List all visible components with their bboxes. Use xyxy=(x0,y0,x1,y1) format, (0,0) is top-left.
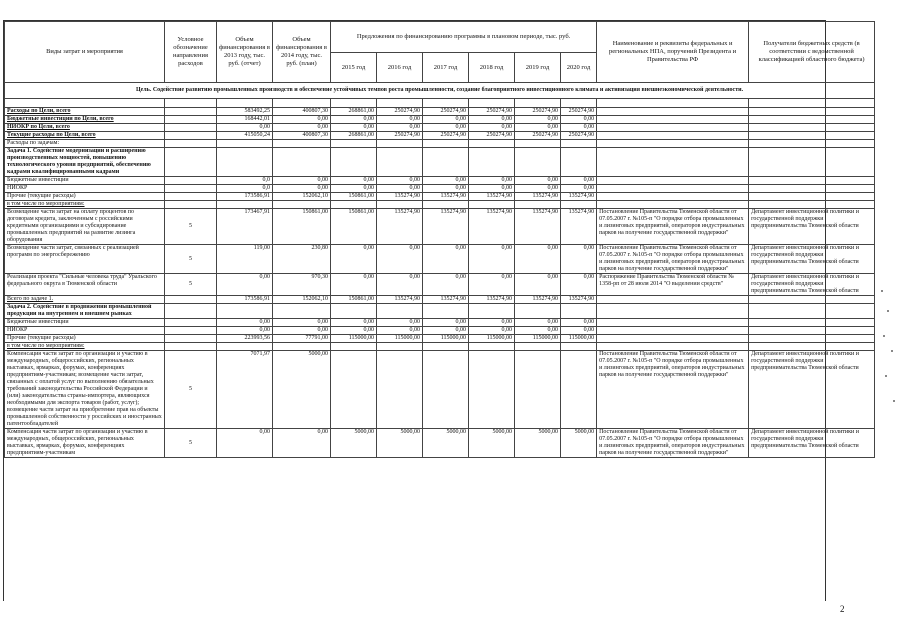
header-types: Виды затрат и мероприятия xyxy=(5,22,165,83)
value-2013: 7071,97 xyxy=(217,351,273,429)
value-year: 0,00 xyxy=(423,185,469,193)
value-year: 0,00 xyxy=(423,274,469,296)
value-2014: 0,00 xyxy=(273,429,331,458)
value-year: 250274,90 xyxy=(561,132,597,140)
value-year: 0,00 xyxy=(469,274,515,296)
row-label: Прочие (текущие расходы) xyxy=(5,335,165,343)
row-code xyxy=(165,296,217,304)
row-code xyxy=(165,124,217,132)
value-year: 250274,90 xyxy=(469,108,515,116)
header-2014: Объем финансирования в 2014 году, тыс. руб. (план) xyxy=(273,22,331,83)
recipient xyxy=(749,124,875,132)
row-code: 5 xyxy=(165,245,217,274)
recipient xyxy=(749,116,875,124)
npa-reference: Постановление Правительства Тюменской области от 07.05.2007 г. №105-п "О порядке отбора промышленных и лизинговых предприятий, операторов индустриальных парков на получение государственной поддержки" xyxy=(597,209,749,245)
value-year: 0,00 xyxy=(469,245,515,274)
task2-measures-heading-label: в том числе по мероприятиям: xyxy=(5,343,165,351)
value-year: 0,00 xyxy=(377,327,423,335)
goal-row xyxy=(5,83,875,99)
value-2014: 0,00 xyxy=(273,177,331,185)
value-year: 0,00 xyxy=(331,124,377,132)
header-2013: Объем финансирования в 2013 году, тыс. руб. (отчет) xyxy=(217,22,273,83)
task2-title-row xyxy=(5,304,875,319)
row-code xyxy=(165,177,217,185)
row-label: НИОКР xyxy=(5,185,165,193)
value-year: 0,00 xyxy=(377,124,423,132)
value-year: 135274,90 xyxy=(377,193,423,201)
value-2014: 400807,30 xyxy=(273,108,331,116)
row-label: Текущие расходы по Цели, всего xyxy=(5,132,165,140)
value-year: 268861,00 xyxy=(331,132,377,140)
value-2013: 0,00 xyxy=(217,429,273,458)
value-year: 135274,90 xyxy=(561,209,597,245)
value-year: 5000,00 xyxy=(423,429,469,458)
task2-measure-row xyxy=(5,351,875,429)
value-year: 135274,90 xyxy=(515,193,561,201)
value-year: 0,00 xyxy=(515,124,561,132)
value-2014: 0,00 xyxy=(273,116,331,124)
totals-row xyxy=(5,124,875,132)
header-code: Условное обозначение направления расходов xyxy=(165,22,217,83)
npa-reference: Распоряжение Правительства Тюменской области № 1358-рп от 28 июля 2014 "О выделении средств" xyxy=(597,274,749,296)
value-year: 0,00 xyxy=(515,177,561,185)
value-year: 5000,00 xyxy=(377,429,423,458)
row-code xyxy=(165,116,217,124)
recipient xyxy=(749,185,875,193)
recipient xyxy=(749,193,875,201)
value-year: 0,00 xyxy=(377,245,423,274)
value-year xyxy=(331,351,377,429)
task1-measure-row xyxy=(5,274,875,296)
value-year xyxy=(469,351,515,429)
npa-reference xyxy=(597,108,749,116)
task1-row xyxy=(5,177,875,185)
row-label: Компенсация части затрат по организации и участию в международных, общероссийских, региональных выставках, ярмарках, форумах, конференциях предприятиям-участникам; возмещение части затрат, связанных с оплатой услуг по выполнению обязательных требований законодательства Российской Федерации и (или) законодательства страны-импортера, являющихся необходимыми для экспорта товаров (работ, услуг); возмещение части затрат на приобретение прав на объекты промышленной собственности у российских и иностранных патентообладателей xyxy=(5,351,165,429)
value-year: 5000,00 xyxy=(561,429,597,458)
value-year: 135274,90 xyxy=(423,209,469,245)
totals-row xyxy=(5,132,875,140)
value-2014: 400807,30 xyxy=(273,132,331,140)
value-year: 0,00 xyxy=(423,177,469,185)
value-2013: 0,0 xyxy=(217,185,273,193)
value-year: 0,00 xyxy=(515,274,561,296)
value-2014: 152062,10 xyxy=(273,193,331,201)
value-year: 0,00 xyxy=(331,274,377,296)
npa-reference: Постановление Правительства Тюменской области от 07.05.2007 г. №105-п "О порядке отбора промышленных и лизинговых предприятий, операторов индустриальных парков на получение государственной поддержки" xyxy=(597,429,749,458)
value-year: 5000,00 xyxy=(515,429,561,458)
npa-reference xyxy=(597,124,749,132)
value-2014: 77791,00 xyxy=(273,335,331,343)
task1-measure-row xyxy=(5,209,875,245)
value-year: 135274,90 xyxy=(515,296,561,304)
row-label: Прочие (текущие расходы) xyxy=(5,193,165,201)
header-npa: Наименование и реквизиты федеральных и региональных НПА, поручений Президента и Правительства РФ xyxy=(597,22,749,83)
value-year: 250274,90 xyxy=(423,132,469,140)
value-year: 135274,90 xyxy=(515,209,561,245)
year-header: 2017 год xyxy=(423,53,469,83)
value-year: 0,00 xyxy=(423,116,469,124)
value-year: 0,00 xyxy=(469,319,515,327)
row-code xyxy=(165,319,217,327)
row-label: Всего по задаче 1. xyxy=(5,296,165,304)
row-label: НИОКР xyxy=(5,327,165,335)
value-year: 0,00 xyxy=(331,327,377,335)
value-year: 135274,90 xyxy=(561,296,597,304)
value-year: 0,00 xyxy=(469,327,515,335)
value-year: 0,00 xyxy=(423,245,469,274)
value-year: 135274,90 xyxy=(469,193,515,201)
npa-reference xyxy=(597,177,749,185)
value-year: 0,00 xyxy=(423,327,469,335)
value-2013: 0,0 xyxy=(217,177,273,185)
value-2014: 0,00 xyxy=(273,327,331,335)
value-year: 115000,00 xyxy=(423,335,469,343)
task2-row xyxy=(5,319,875,327)
value-year xyxy=(377,351,423,429)
value-year: 0,00 xyxy=(561,116,597,124)
value-year: 0,00 xyxy=(377,274,423,296)
value-year: 268861,00 xyxy=(331,108,377,116)
blank-row xyxy=(5,99,875,108)
value-2014: 5000,00 xyxy=(273,351,331,429)
task1-measures-heading xyxy=(5,201,875,209)
npa-reference: Постановление Правительства Тюменской области от 07.05.2007 г. №105-п "О порядке отбора промышленных и лизинговых предприятий, операторов индустриальных парков на получение государственной поддержки" xyxy=(597,351,749,429)
value-year xyxy=(423,351,469,429)
recipient xyxy=(749,132,875,140)
financing-table xyxy=(4,21,875,458)
task1-measures-heading-label: в том числе по мероприятиям: xyxy=(5,201,165,209)
recipient: Департамент инвестиционной политики и государственной поддержки предпринимательства Тюменской области xyxy=(749,351,875,429)
value-year xyxy=(561,351,597,429)
value-year: 250274,90 xyxy=(561,108,597,116)
row-label: Возмещение части затрат, связанных с реализацией программ по энергосбережению xyxy=(5,245,165,274)
row-code: 5 xyxy=(165,274,217,296)
value-year: 0,00 xyxy=(515,245,561,274)
year-header: 2019 год xyxy=(515,53,561,83)
value-year: 135274,90 xyxy=(423,193,469,201)
value-year: 0,00 xyxy=(561,177,597,185)
value-year: 115000,00 xyxy=(469,335,515,343)
value-year: 0,00 xyxy=(331,245,377,274)
npa-reference xyxy=(597,116,749,124)
value-year: 0,00 xyxy=(515,319,561,327)
npa-reference xyxy=(597,193,749,201)
value-year: 0,00 xyxy=(515,327,561,335)
row-code xyxy=(165,132,217,140)
row-label: Компенсация части затрат по организации и участию в международных, общероссийских, региональных выставках, ярмарках, форумах, конференциях предприятиям-участникам xyxy=(5,429,165,458)
recipient: Департамент инвестиционной политики и государственной поддержки предпринимательства Тюменской области xyxy=(749,429,875,458)
recipient: Департамент инвестиционной политики и государственной поддержки предпринимательства Тюменской области xyxy=(749,274,875,296)
value-year: 115000,00 xyxy=(377,335,423,343)
npa-reference: Постановление Правительства Тюменской области от 07.05.2007 г. №105-п "О порядке отбора промышленных и лизинговых предприятий, операторов индустриальных парков на получение государственной поддержки" xyxy=(597,245,749,274)
value-year: 5000,00 xyxy=(469,429,515,458)
task1-row xyxy=(5,185,875,193)
value-year: 135274,90 xyxy=(377,209,423,245)
value-2013: 173586,91 xyxy=(217,193,273,201)
totals-row xyxy=(5,116,875,124)
value-year: 0,00 xyxy=(377,185,423,193)
value-2013: 119,00 xyxy=(217,245,273,274)
value-2014: 0,00 xyxy=(273,319,331,327)
value-2013: 0,00 xyxy=(217,319,273,327)
value-year: 250274,90 xyxy=(377,108,423,116)
value-year: 0,00 xyxy=(423,319,469,327)
value-year: 250274,90 xyxy=(469,132,515,140)
goal-text: Цель. Содействие развитию промышленных производств и обеспечение устойчивых темпов роста промышленности, создание благоприятного инвестиционного климата и активизация внешнеэкономической деятельности. xyxy=(5,83,875,99)
value-2013: 173467,91 xyxy=(217,209,273,245)
npa-reference xyxy=(597,132,749,140)
task1-measure-row xyxy=(5,245,875,274)
value-year xyxy=(515,351,561,429)
value-2013: 0,00 xyxy=(217,124,273,132)
value-2013: 0,00 xyxy=(217,274,273,296)
value-year: 135274,90 xyxy=(377,296,423,304)
expenses-by-task-row-label: Расходы по задачам: xyxy=(5,140,165,148)
row-code xyxy=(165,185,217,193)
task2-measure-row xyxy=(5,429,875,458)
value-year: 250274,90 xyxy=(377,132,423,140)
task2-title-row-label: Задача 2. Содействие в продвижении промышленной продукции на внутреннем и внешнем рынках xyxy=(5,304,165,319)
expenses-by-task-row xyxy=(5,140,875,148)
value-year: 150861,00 xyxy=(331,209,377,245)
task2-row xyxy=(5,335,875,343)
value-2013: 415050,24 xyxy=(217,132,273,140)
value-year: 0,00 xyxy=(331,185,377,193)
value-year: 0,00 xyxy=(561,245,597,274)
value-2013: 173586,91 xyxy=(217,296,273,304)
value-year: 250274,90 xyxy=(515,132,561,140)
row-label: Возмещение части затрат на оплату процентов по договорам кредита, заключенным с российскими кредитными организациями и субсидирование промышленных предприятий на развитие лизинга оборудования xyxy=(5,209,165,245)
npa-reference xyxy=(597,185,749,193)
value-2013: 0,00 xyxy=(217,327,273,335)
value-year: 135274,90 xyxy=(561,193,597,201)
row-code: 5 xyxy=(165,429,217,458)
recipient xyxy=(749,327,875,335)
value-year: 135274,90 xyxy=(423,296,469,304)
task1-title-row-label: Задача 1. Содействие модернизации и расширению производственных мощностей, повышению технологического уровня предприятий, обеспечению кадрами квалифицированными кадрами xyxy=(5,148,165,177)
value-year: 0,00 xyxy=(377,116,423,124)
value-year: 0,00 xyxy=(561,327,597,335)
value-year: 135274,90 xyxy=(469,296,515,304)
row-label: Бюджетные инвестиции xyxy=(5,319,165,327)
value-2014: 0,00 xyxy=(273,124,331,132)
value-year: 0,00 xyxy=(469,185,515,193)
value-2014: 970,30 xyxy=(273,274,331,296)
value-year: 0,00 xyxy=(515,116,561,124)
value-year: 0,00 xyxy=(469,177,515,185)
row-code: 5 xyxy=(165,209,217,245)
row-code xyxy=(165,335,217,343)
recipient xyxy=(749,177,875,185)
row-code xyxy=(165,193,217,201)
header-planned: Предложения по финансированию программы в плановом периоде, тыс. руб. xyxy=(331,22,597,53)
table-header-row xyxy=(5,22,875,53)
row-code xyxy=(165,108,217,116)
value-year: 150861,00 xyxy=(331,193,377,201)
value-year: 250274,90 xyxy=(515,108,561,116)
task2-row xyxy=(5,327,875,335)
totals-row xyxy=(5,108,875,116)
task1-total-row xyxy=(5,296,875,304)
value-year: 0,00 xyxy=(561,124,597,132)
row-code: 5 xyxy=(165,351,217,429)
year-header: 2015 год xyxy=(331,53,377,83)
recipient xyxy=(749,296,875,304)
value-2013: 168442,01 xyxy=(217,116,273,124)
scan-artifacts xyxy=(879,280,899,430)
value-2014: 150861,00 xyxy=(273,209,331,245)
row-label: Реализация проекта "Сильные человека труда" Уральского федерального округа в Тюменской области xyxy=(5,274,165,296)
row-label: Бюджетные инвестиции по Цели, всего xyxy=(5,116,165,124)
value-2013: 583492,25 xyxy=(217,108,273,116)
value-year: 0,00 xyxy=(561,185,597,193)
value-year: 0,00 xyxy=(331,116,377,124)
recipient xyxy=(749,319,875,327)
value-year: 0,00 xyxy=(331,177,377,185)
npa-reference xyxy=(597,296,749,304)
task1-title-row xyxy=(5,148,875,177)
value-year: 0,00 xyxy=(469,124,515,132)
value-2014: 0,00 xyxy=(273,185,331,193)
task2-measures-heading xyxy=(5,343,875,351)
value-year: 250274,90 xyxy=(423,108,469,116)
task1-row xyxy=(5,193,875,201)
recipient: Департамент инвестиционной политики и государственной поддержки предпринимательства Тюменской области xyxy=(749,209,875,245)
npa-reference xyxy=(597,319,749,327)
npa-reference xyxy=(597,327,749,335)
value-year: 115000,00 xyxy=(331,335,377,343)
value-year: 0,00 xyxy=(515,185,561,193)
recipient: Департамент инвестиционной политики и государственной поддержки предпринимательства Тюменской области xyxy=(749,245,875,274)
value-2014: 152062,10 xyxy=(273,296,331,304)
npa-reference xyxy=(597,335,749,343)
value-2014: 230,80 xyxy=(273,245,331,274)
year-header: 2016 год xyxy=(377,53,423,83)
recipient xyxy=(749,335,875,343)
value-year: 0,00 xyxy=(377,177,423,185)
value-year: 0,00 xyxy=(561,274,597,296)
value-year: 115000,00 xyxy=(515,335,561,343)
header-recipients: Получатели бюджетных средств (в соответствии с ведомственной классификацией областного бюджета) xyxy=(749,22,875,83)
row-label: Расходы по Цели, всего xyxy=(5,108,165,116)
year-header: 2020 год xyxy=(561,53,597,83)
year-header: 2018 год xyxy=(469,53,515,83)
value-year: 135274,90 xyxy=(469,209,515,245)
page-number: 2 xyxy=(840,604,845,614)
row-label: Бюджетные инвестиции xyxy=(5,177,165,185)
value-year: 115000,00 xyxy=(561,335,597,343)
recipient xyxy=(749,108,875,116)
value-year: 0,00 xyxy=(423,124,469,132)
row-label: НИОКР по Цели, всего xyxy=(5,124,165,132)
value-year: 0,00 xyxy=(377,319,423,327)
value-2013: 223993,56 xyxy=(217,335,273,343)
row-code xyxy=(165,327,217,335)
value-year: 5000,00 xyxy=(331,429,377,458)
value-year: 0,00 xyxy=(561,319,597,327)
value-year: 150861,00 xyxy=(331,296,377,304)
document-table-frame xyxy=(3,20,865,601)
value-year: 0,00 xyxy=(469,116,515,124)
value-year: 0,00 xyxy=(331,319,377,327)
